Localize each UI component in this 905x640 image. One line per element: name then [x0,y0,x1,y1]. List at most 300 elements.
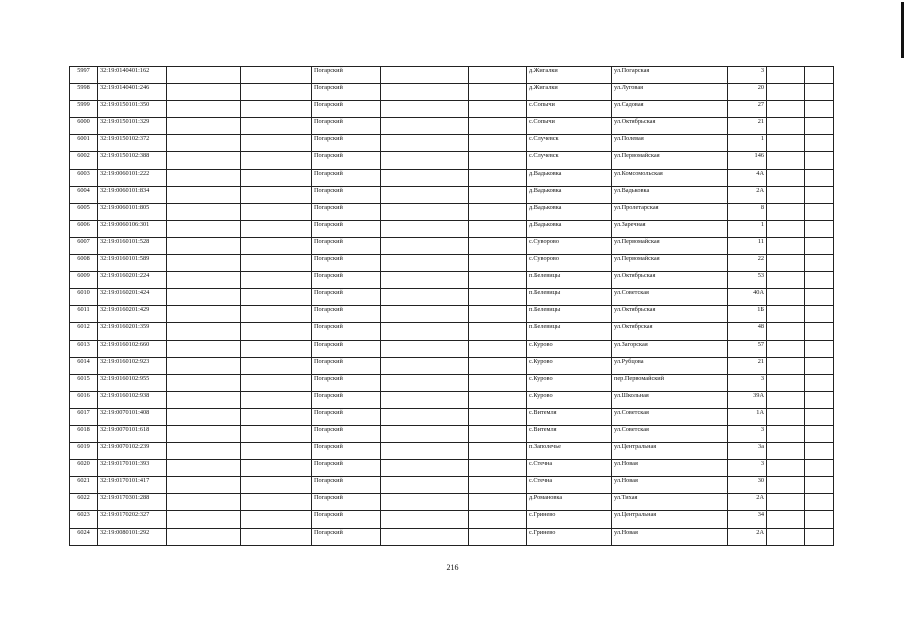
street-cell: ул.Школьная [612,391,728,408]
table-row [70,84,834,101]
empty-cell [167,425,241,442]
table-row [70,237,834,254]
empty-cell [469,477,527,494]
table-row [70,528,834,545]
empty-cell [241,255,312,272]
empty-cell [469,460,527,477]
row-number-cell: 6017 [70,408,98,425]
empty-cell [381,323,469,340]
street-cell: ул.Советская [612,289,728,306]
table-row [70,425,834,442]
empty-cell [381,203,469,220]
empty-cell [469,443,527,460]
table-row [70,408,834,425]
table-row [70,135,834,152]
empty-cell [767,220,805,237]
cadastral-number-cell: 32:19:0160201:359 [98,323,167,340]
empty-cell [805,169,834,186]
house-number-cell: 27 [728,101,767,118]
empty-cell [381,118,469,135]
row-number-cell: 6005 [70,203,98,220]
empty-cell [767,101,805,118]
empty-cell [767,477,805,494]
street-cell: ул.Тихая [612,494,728,511]
settlement-cell: с.Случевск [527,152,612,169]
empty-cell [167,169,241,186]
row-number-cell: 6007 [70,237,98,254]
row-number-cell: 6018 [70,425,98,442]
street-cell: ул.Центральная [612,443,728,460]
empty-cell [469,289,527,306]
house-number-cell: 1 [728,135,767,152]
empty-cell [469,118,527,135]
empty-cell [469,494,527,511]
settlement-cell: д.Жигалки [527,67,612,84]
street-cell: ул.Центральная [612,511,728,528]
row-number-cell: 6001 [70,135,98,152]
empty-cell [805,135,834,152]
empty-cell [469,323,527,340]
empty-cell [241,477,312,494]
empty-cell [767,255,805,272]
empty-cell [805,374,834,391]
empty-cell [381,306,469,323]
district-cell: Погарский [312,152,381,169]
district-cell: Погарский [312,237,381,254]
empty-cell [241,443,312,460]
district-cell: Погарский [312,511,381,528]
settlement-cell: д.Вадьковка [527,169,612,186]
empty-cell [469,272,527,289]
house-number-cell: 53 [728,272,767,289]
empty-cell [241,528,312,545]
row-number-cell: 6009 [70,272,98,289]
empty-cell [381,169,469,186]
empty-cell [167,118,241,135]
district-cell: Погарский [312,494,381,511]
settlement-cell: д.Романовка [527,494,612,511]
street-cell: ул.Пролетарская [612,203,728,220]
empty-cell [805,101,834,118]
row-number-cell: 5997 [70,67,98,84]
empty-cell [381,443,469,460]
empty-cell [241,186,312,203]
table-row [70,460,834,477]
settlement-cell: с.Витемля [527,425,612,442]
empty-cell [805,340,834,357]
empty-cell [805,494,834,511]
empty-cell [767,391,805,408]
settlement-cell: с.Стечна [527,460,612,477]
empty-cell [241,511,312,528]
empty-cell [241,425,312,442]
empty-cell [805,443,834,460]
empty-cell [167,511,241,528]
empty-cell [767,511,805,528]
empty-cell [167,477,241,494]
settlement-cell: с.Суворово [527,237,612,254]
empty-cell [241,220,312,237]
empty-cell [241,152,312,169]
house-number-cell: 11 [728,237,767,254]
empty-cell [241,135,312,152]
cadastral-number-cell: 32:19:0060101:805 [98,203,167,220]
table-row [70,374,834,391]
row-number-cell: 6011 [70,306,98,323]
empty-cell [805,255,834,272]
house-number-cell: 30 [728,477,767,494]
page-number: 216 [446,563,459,572]
row-number-cell: 6014 [70,357,98,374]
street-cell: ул.Октябрьская [612,306,728,323]
empty-cell [241,306,312,323]
district-cell: Погарский [312,169,381,186]
empty-cell [767,169,805,186]
district-cell: Погарский [312,255,381,272]
house-number-cell: 3 [728,425,767,442]
district-cell: Погарский [312,67,381,84]
district-cell: Погарский [312,528,381,545]
cadastral-number-cell: 32:19:0150102:372 [98,135,167,152]
empty-cell [767,340,805,357]
cadastral-number-cell: 32:19:0160201:224 [98,272,167,289]
empty-cell [381,511,469,528]
street-cell: ул.Погарская [612,67,728,84]
house-number-cell: 3 [728,460,767,477]
empty-cell [381,494,469,511]
house-number-cell: 8 [728,203,767,220]
empty-cell [469,84,527,101]
cadastral-number-cell: 32:19:0140401:246 [98,84,167,101]
house-number-cell: 57 [728,340,767,357]
empty-cell [381,374,469,391]
settlement-cell: с.Сопычи [527,118,612,135]
empty-cell [805,323,834,340]
settlement-cell: с.Гринево [527,528,612,545]
row-number-cell: 6003 [70,169,98,186]
district-cell: Погарский [312,272,381,289]
settlement-cell: с.Гринево [527,511,612,528]
empty-cell [469,374,527,391]
table-row [70,477,834,494]
empty-cell [381,135,469,152]
empty-cell [167,152,241,169]
settlement-cell: д.Жигалки [527,84,612,101]
empty-cell [767,84,805,101]
settlement-cell: с.Суворово [527,255,612,272]
cadastral-number-cell: 32:19:0070102:239 [98,443,167,460]
empty-cell [167,135,241,152]
empty-cell [241,408,312,425]
table-row [70,203,834,220]
cadastral-number-cell: 32:19:0060101:222 [98,169,167,186]
district-cell: Погарский [312,425,381,442]
empty-cell [167,84,241,101]
street-cell: ул.Вадьковка [612,186,728,203]
empty-cell [767,203,805,220]
empty-cell [469,255,527,272]
street-cell: ул.Советская [612,425,728,442]
empty-cell [241,169,312,186]
table-row [70,289,834,306]
empty-cell [805,528,834,545]
settlement-cell: с.Сопычи [527,101,612,118]
settlement-cell: д.Вадьковка [527,203,612,220]
empty-cell [767,323,805,340]
empty-cell [469,203,527,220]
table-row [70,323,834,340]
empty-cell [167,67,241,84]
empty-cell [167,220,241,237]
district-cell: Погарский [312,101,381,118]
table-row [70,494,834,511]
cadastral-number-cell: 32:19:0060101:834 [98,186,167,203]
empty-cell [167,528,241,545]
district-cell: Погарский [312,135,381,152]
district-cell: Погарский [312,357,381,374]
cadastral-number-cell: 32:19:0070101:408 [98,408,167,425]
settlement-cell: с.Курово [527,391,612,408]
empty-cell [767,272,805,289]
table-row [70,306,834,323]
table-row [70,272,834,289]
empty-cell [767,494,805,511]
table-row [70,340,834,357]
empty-cell [167,340,241,357]
empty-cell [805,289,834,306]
empty-cell [767,425,805,442]
district-cell: Погарский [312,306,381,323]
settlement-cell: д.Вадьковка [527,220,612,237]
row-number-cell: 6004 [70,186,98,203]
street-cell: ул.Первомайская [612,255,728,272]
empty-cell [241,460,312,477]
cadastral-number-cell: 32:19:0150102:388 [98,152,167,169]
empty-cell [805,477,834,494]
cadastral-number-cell: 32:19:0150101:350 [98,101,167,118]
empty-cell [381,237,469,254]
district-cell: Погарский [312,477,381,494]
cadastral-number-cell: 32:19:0160101:528 [98,237,167,254]
empty-cell [805,237,834,254]
empty-cell [767,528,805,545]
street-cell: ул.Октябрьская [612,272,728,289]
house-number-cell: 21 [728,118,767,135]
empty-cell [767,443,805,460]
empty-cell [767,357,805,374]
row-number-cell: 5999 [70,101,98,118]
settlement-cell: п.Белевицы [527,323,612,340]
row-number-cell: 6006 [70,220,98,237]
settlement-cell: п.Белевицы [527,272,612,289]
settlement-cell: с.Курово [527,357,612,374]
street-cell: ул.Заречная [612,220,728,237]
empty-cell [381,152,469,169]
district-cell: Погарский [312,460,381,477]
empty-cell [767,186,805,203]
empty-cell [241,84,312,101]
empty-cell [241,357,312,374]
empty-cell [469,67,527,84]
row-number-cell: 6020 [70,460,98,477]
street-cell: ул.Луговая [612,84,728,101]
empty-cell [167,237,241,254]
empty-cell [167,101,241,118]
empty-cell [767,118,805,135]
cadastral-number-cell: 32:19:0160102:938 [98,391,167,408]
cadastral-number-cell: 32:19:0070101:618 [98,425,167,442]
empty-cell [381,289,469,306]
house-number-cell: 4А [728,169,767,186]
empty-cell [167,443,241,460]
empty-cell [167,289,241,306]
street-cell: ул.Новая [612,477,728,494]
cadastral-number-cell: 32:19:0160201:424 [98,289,167,306]
street-cell: ул.Садовая [612,101,728,118]
district-cell: Погарский [312,118,381,135]
cadastral-number-cell: 32:19:0160102:955 [98,374,167,391]
empty-cell [241,323,312,340]
empty-cell [469,408,527,425]
empty-cell [805,118,834,135]
street-cell: ул.Загорская [612,340,728,357]
empty-cell [805,306,834,323]
table-row [70,186,834,203]
settlement-cell: с.Курово [527,340,612,357]
empty-cell [167,357,241,374]
table-row [70,220,834,237]
empty-cell [167,408,241,425]
district-cell: Погарский [312,323,381,340]
empty-cell [381,84,469,101]
empty-cell [469,101,527,118]
empty-cell [767,289,805,306]
empty-cell [469,357,527,374]
row-number-cell: 5998 [70,84,98,101]
empty-cell [767,237,805,254]
empty-cell [241,340,312,357]
empty-cell [167,323,241,340]
empty-cell [805,203,834,220]
table-row [70,67,834,84]
empty-cell [805,391,834,408]
empty-cell [381,255,469,272]
table-row [70,255,834,272]
settlement-cell: п.Белевицы [527,289,612,306]
house-number-cell: 1А [728,408,767,425]
empty-cell [381,101,469,118]
empty-cell [241,494,312,511]
empty-cell [767,135,805,152]
empty-cell [469,186,527,203]
row-number-cell: 6024 [70,528,98,545]
house-number-cell: 3 [728,374,767,391]
district-cell: Погарский [312,186,381,203]
empty-cell [469,425,527,442]
empty-cell [167,391,241,408]
empty-cell [241,272,312,289]
empty-cell [241,67,312,84]
empty-cell [469,169,527,186]
row-number-cell: 6016 [70,391,98,408]
house-number-cell: 146 [728,152,767,169]
empty-cell [167,460,241,477]
table-row [70,357,834,374]
settlement-cell: д.Вадьковка [527,186,612,203]
row-number-cell: 6013 [70,340,98,357]
empty-cell [805,220,834,237]
house-number-cell: 48 [728,323,767,340]
empty-cell [167,494,241,511]
cadastral-number-cell: 32:19:0060106:301 [98,220,167,237]
empty-cell [167,374,241,391]
table-row [70,443,834,460]
district-cell: Погарский [312,408,381,425]
street-cell: ул.Первомайская [612,237,728,254]
empty-cell [167,306,241,323]
cadastral-number-cell: 32:19:0160102:923 [98,357,167,374]
house-number-cell: 34 [728,511,767,528]
empty-cell [469,220,527,237]
empty-cell [805,84,834,101]
row-number-cell: 6010 [70,289,98,306]
row-number-cell: 6021 [70,477,98,494]
house-number-cell: 2А [728,494,767,511]
empty-cell [767,67,805,84]
empty-cell [805,460,834,477]
empty-cell [381,528,469,545]
empty-cell [805,152,834,169]
district-cell: Погарский [312,340,381,357]
district-cell: Погарский [312,220,381,237]
table-row [70,152,834,169]
table-body [70,67,834,546]
empty-cell [469,391,527,408]
empty-cell [805,186,834,203]
empty-cell [241,118,312,135]
cadastral-number-cell: 32:19:0150101:329 [98,118,167,135]
empty-cell [469,306,527,323]
row-number-cell: 6019 [70,443,98,460]
empty-cell [805,511,834,528]
house-number-cell: 22 [728,255,767,272]
empty-cell [167,203,241,220]
empty-cell [469,237,527,254]
empty-cell [469,511,527,528]
settlement-cell: с.Случевск [527,135,612,152]
settlement-cell: п.Белевицы [527,306,612,323]
house-number-cell: 2А [728,186,767,203]
table-row [70,511,834,528]
district-cell: Погарский [312,84,381,101]
empty-cell [381,272,469,289]
settlement-cell: с.Курово [527,374,612,391]
house-number-cell: 3а [728,443,767,460]
street-cell: ул.Комсомольская [612,169,728,186]
district-cell: Погарский [312,203,381,220]
cadastral-number-cell: 32:19:0170202:327 [98,511,167,528]
district-cell: Погарский [312,289,381,306]
street-cell: ул.Новая [612,528,728,545]
empty-cell [381,391,469,408]
district-cell: Погарский [312,443,381,460]
empty-cell [469,528,527,545]
cadastral-number-cell: 32:19:0160102:660 [98,340,167,357]
house-number-cell: 21 [728,357,767,374]
empty-cell [167,272,241,289]
empty-cell [381,408,469,425]
empty-cell [805,408,834,425]
